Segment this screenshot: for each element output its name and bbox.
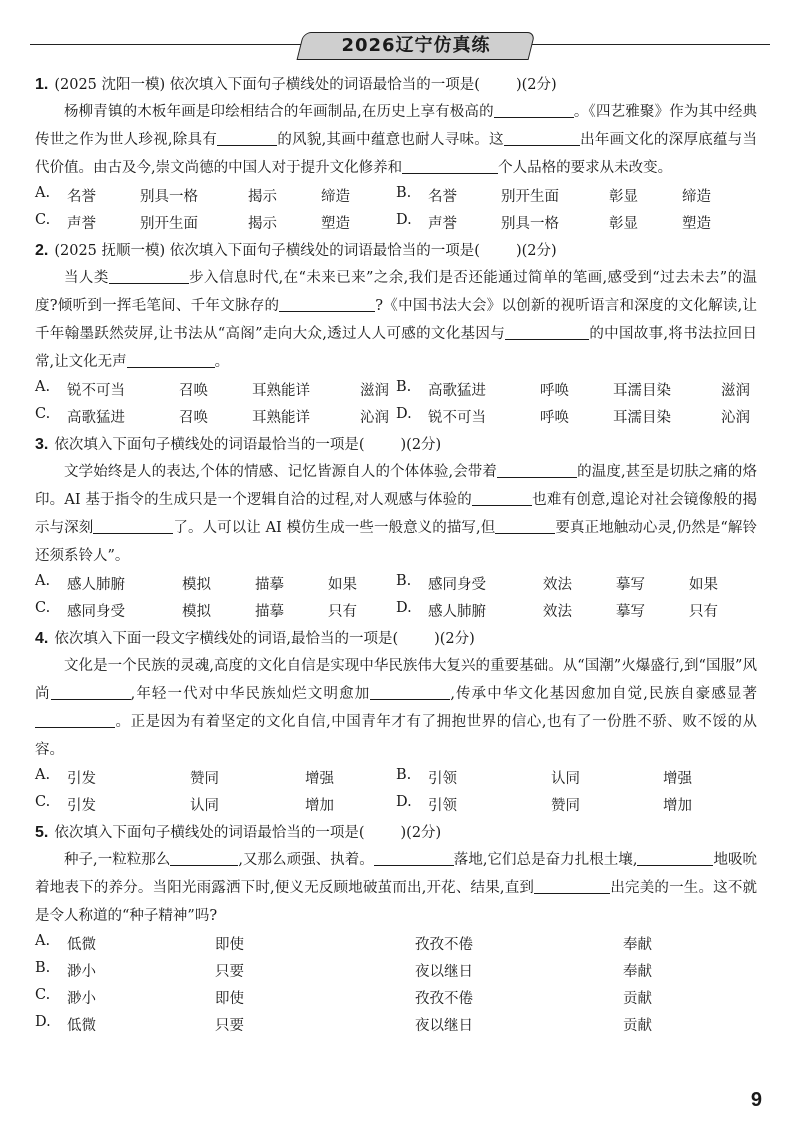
question-passage: 文学始终是人的表达,个体的情感、记忆皆源自人的个体体验,会带着 的温度,甚至是切肤之痛的烙印。AI 基于指令的生成只是一个逻辑自洽的过程,对人观感与体验的 也难有创意,遑论对社会镜像般的揭示与深刻 了。人可以让 AI 模仿生成一些一般意义的描写,但 要真正地触动心灵,仍然是“解铃还须系铃人”。 xyxy=(35,458,757,570)
answer-blank xyxy=(35,711,115,728)
option-d[interactable]: D. 锐不可当 呼唤 耳濡目染 沁润 xyxy=(396,406,750,426)
option-b[interactable]: B. 高歌猛进 呼唤 耳濡目染 滋润 xyxy=(396,379,750,399)
option-a[interactable]: A. 引发 赞同 增强 xyxy=(35,767,334,787)
option-c[interactable]: C. 感同身受 模拟 描摹 只有 xyxy=(35,600,357,620)
answer-blank xyxy=(505,323,589,340)
answer-blank xyxy=(495,517,555,534)
answer-blank xyxy=(370,683,450,700)
answer-blank xyxy=(93,517,173,534)
answer-blank xyxy=(170,849,238,866)
answer-options xyxy=(35,570,757,624)
question-stem: 5. 依次填入下面句子横线处的词语最恰当的一项是( )(2分) xyxy=(35,824,442,841)
answer-blank xyxy=(374,849,454,866)
question-stem: 1. (2025 沈阳一模) 依次填入下面句子横线处的词语最恰当的一项是( )(2分) xyxy=(35,76,557,93)
answer-blank xyxy=(279,295,375,312)
option-c[interactable]: C. 引发 认同 增加 xyxy=(35,794,334,814)
answer-options xyxy=(35,182,757,236)
question-number: 2. xyxy=(35,242,49,259)
question-4 xyxy=(35,626,757,818)
question-stem: 2. (2025 抚顺一模) 依次填入下面句子横线处的词语最恰当的一项是( )(2分) xyxy=(35,242,557,259)
answer-blank xyxy=(637,849,713,866)
answer-blank xyxy=(497,461,577,478)
option-a[interactable]: A. 感人肺腑 模拟 描摹 如果 xyxy=(35,573,357,593)
question-number: 1. xyxy=(35,76,49,93)
answer-options xyxy=(35,930,757,1038)
option-a[interactable]: A. 锐不可当 召唤 耳熟能详 滋润 xyxy=(35,379,389,399)
question-number: 4. xyxy=(35,630,49,647)
answer-blank xyxy=(504,129,580,146)
answer-blank xyxy=(402,157,498,174)
question-2 xyxy=(35,238,757,430)
question-passage: 文化是一个民族的灵魂,高度的文化自信是实现中华民族伟大复兴的重要基础。从“国潮”火爆盛行,到“国服”风尚 ,年轻一代对中华民族灿烂文明愈加 ,传承中华文化基因愈加自觉,民族自豪感显著。正是因为有着坚定的文化自信,中国青年才有了拥抱世界的信心,也有了一份胜不骄、败不馁的从容。 xyxy=(35,658,758,758)
answer-blank xyxy=(217,129,277,146)
option-b[interactable]: B. 感同身受 效法 摹写 如果 xyxy=(396,573,718,593)
answer-blank xyxy=(472,489,532,506)
question-passage: 当人类 步入信息时代,在“未来已来”之余,我们是否还能通过简单的笔画,感受到“过去未去”的温度?倾听到一挥毛笔间、千年文脉存的 ?《中国书法大会》以创新的视听语言和深度的文化解读,让千年翰墨跃然荧屏,让书法从“高阁”走向大众,透过人人可感的文化基因与 的中国故事,将书法拉回日常,让文化无声 。 xyxy=(35,264,757,376)
option-c[interactable]: C. 高歌猛进 召唤 耳熟能详 沁润 xyxy=(35,406,389,426)
question-passage: 杨柳青镇的木板年画是印绘相结合的年画制品,在历史上享有极高的 。《四艺雅聚》作为其中经典传世之作为世人珍视,除具有 的风貌,其画中蕴意也耐人寻味。这 出年画文化的深厚底蕴与当代价值。由古及今,崇文尚德的中国人对于提升文化修养和 个人品格的要求从未改变。 xyxy=(35,98,757,182)
option-b[interactable]: B. 引领 认同 增强 xyxy=(396,767,692,787)
page-number: 9 xyxy=(750,1089,762,1111)
question-1 xyxy=(35,72,757,236)
answer-blank xyxy=(109,267,189,284)
question-stem: 3. 依次填入下面句子横线处的词语最恰当的一项是( )(2分) xyxy=(35,436,442,453)
question-list xyxy=(35,72,757,1040)
option-a[interactable]: A. 低微 即使 孜孜不倦 奉献 xyxy=(35,933,652,953)
option-d[interactable]: D. 声誉 别具一格 彰显 塑造 xyxy=(396,212,711,232)
option-b[interactable]: B. 名誉 别开生面 彰显 缔造 xyxy=(396,185,711,205)
answer-blank xyxy=(494,101,574,118)
option-a[interactable]: A. 名誉 别具一格 揭示 缔造 xyxy=(35,185,350,205)
question-passage: 种子,一粒粒那么 ,又那么顽强、执着。 落地,它们总是奋力扎根土壤, 地吸吮着地表下的养分。当阳光雨露洒下时,便义无反顾地破茧而出,开花、结果,直到 出完美的一生。这不就是令人称道的“种子精神”吗? xyxy=(35,846,757,930)
answer-blank xyxy=(127,351,215,368)
answer-options xyxy=(35,764,757,818)
option-d[interactable]: D. 引领 赞同 增加 xyxy=(396,794,692,814)
answer-options xyxy=(35,376,757,430)
answer-blank xyxy=(51,683,131,700)
question-number: 5. xyxy=(35,824,49,841)
question-3 xyxy=(35,432,757,624)
question-5 xyxy=(35,820,757,1038)
answer-blank xyxy=(534,877,610,894)
option-c[interactable]: C. 渺小 即使 孜孜不倦 贡献 xyxy=(35,987,652,1007)
question-number: 3. xyxy=(35,436,49,453)
option-d[interactable]: D. 低微 只要 夜以继日 贡献 xyxy=(35,1014,652,1034)
option-b[interactable]: B. 渺小 只要 夜以继日 奉献 xyxy=(35,960,652,980)
option-c[interactable]: C. 声誉 别开生面 揭示 塑造 xyxy=(35,212,350,232)
section-header xyxy=(30,28,770,58)
option-d[interactable]: D. 感人肺腑 效法 摹写 只有 xyxy=(396,600,718,620)
section-title: 2026辽宁仿真练 xyxy=(341,35,491,56)
question-stem: 4. 依次填入下面一段文字横线处的词语,最恰当的一项是( )(2分) xyxy=(35,630,475,647)
